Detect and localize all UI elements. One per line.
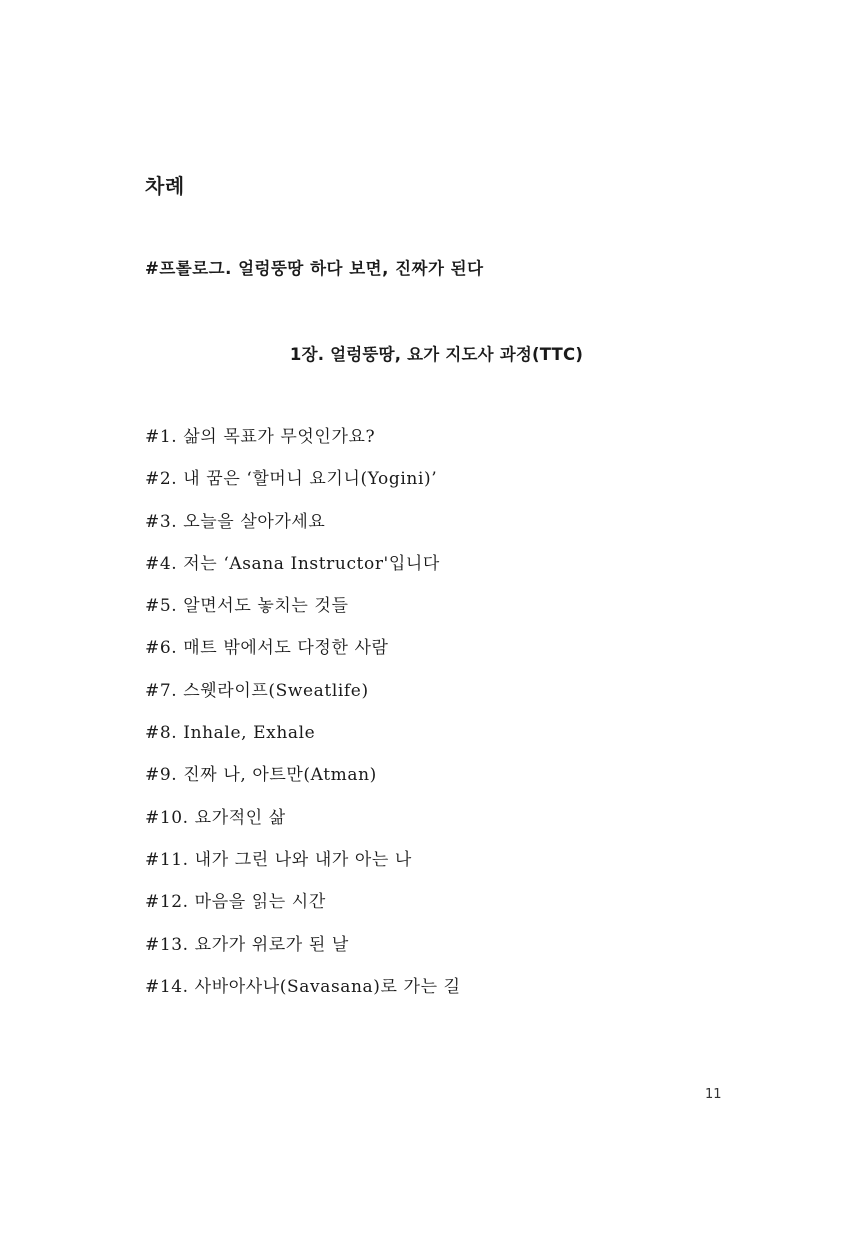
toc-entry: #14. 사바아사나(Savasana)로 가는 길 (145, 976, 461, 997)
toc-entry: #11. 내가 그린 나와 내가 아는 나 (145, 849, 412, 870)
toc-entry: #12. 마음을 읽는 시간 (145, 892, 326, 913)
toc-entry: #3. 오늘을 살아가세요 (145, 511, 326, 532)
toc-entry: #9. 진짜 나, 아트만(Atman) (145, 765, 377, 786)
page-title: 차례 (145, 174, 185, 198)
table-of-contents-list (145, 423, 461, 1015)
toc-entry-prologue: #프롤로그. 얼렁뚱땅 하다 보면, 진짜가 된다 (145, 259, 484, 278)
toc-entry: #5. 알면서도 놓치는 것들 (145, 596, 349, 617)
toc-entry: #8. Inhale, Exhale (145, 723, 316, 744)
chapter-heading: 1장. 얼렁뚱땅, 요가 지도사 과정(TTC) (289, 345, 584, 364)
toc-entry: #7. 스웻라이프(Sweatlife) (145, 680, 369, 701)
toc-entry: #2. 내 꿈은 ‘할머니 요기니(Yogini)’ (145, 469, 438, 490)
page-number: 11 (705, 1087, 722, 1102)
toc-entry: #13. 요가가 위로가 된 날 (145, 934, 349, 955)
toc-entry: #4. 저는 ‘Asana Instructor'입니다 (145, 553, 440, 574)
toc-entry: #1. 삶의 목표가 무엇인가요? (145, 427, 376, 447)
toc-entry: #6. 매트 밖에서도 다정한 사람 (145, 638, 389, 659)
toc-entry: #10. 요가적인 삶 (145, 807, 286, 828)
